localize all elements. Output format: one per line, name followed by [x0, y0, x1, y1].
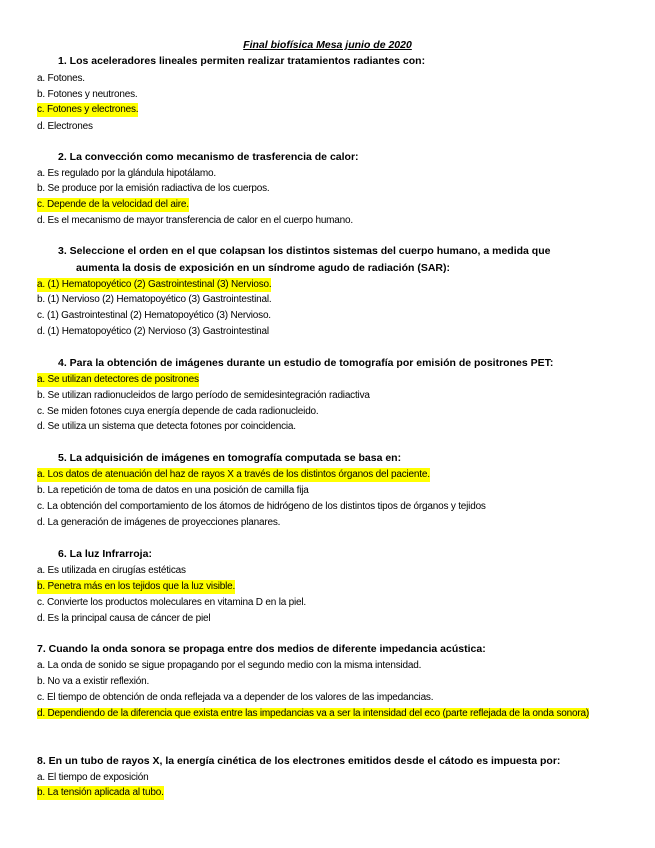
q8-option-a: a. El tiempo de exposición — [37, 772, 149, 783]
q6-option-a: a. Es utilizada en cirugías estéticas — [37, 565, 186, 576]
q5-option-b: b. La repetición de toma de datos en una posición de camilla fija — [37, 485, 309, 496]
q3-option-a-correct: a. (1) Hematopoyético (2) Gastrointestinal (3) Nervioso. — [37, 279, 272, 290]
q6-option-d: d. Es la principal causa de cáncer de piel — [37, 613, 211, 624]
question-2-text: 2. La convección como mecanismo de trasferencia de calor: — [58, 151, 359, 163]
q8-option-b-correct: b. La tensión aplicada al tubo. — [37, 787, 164, 798]
q3-option-c: c. (1) Gastrointestinal (2) Hematopoyético (3) Nervioso. — [37, 310, 271, 321]
q2-option-a: a. Es regulado por la glándula hipotálamo. — [37, 168, 216, 179]
q2-option-c-correct: c. Depende de la velocidad del aire. — [37, 199, 189, 210]
question-3-text-line1: 3. Seleccione el orden en el que colapsan los distintos sistemas del cuerpo humano, a medida que — [58, 245, 551, 257]
question-3-text-line2: aumenta la dosis de exposición en un síndrome agudo de radiación (SAR): — [76, 262, 450, 274]
q5-option-d: d. La generación de imágenes de proyecciones planares. — [37, 517, 281, 528]
question-5-text: 5. La adquisición de imágenes en tomografía computada se basa en: — [58, 452, 402, 464]
q7-option-a: a. La onda de sonido se sigue propagando por el segundo medio con la misma intensidad. — [37, 660, 422, 671]
q1-option-d: d. Electrones — [37, 121, 93, 132]
question-6-text: 6. La luz Infrarroja: — [58, 548, 152, 560]
q7-option-d-text: d. Dependiendo de la diferencia que exista entre las impedancias va a ser la intensidad del eco (parte reflejada de la onda sonora) — [37, 708, 589, 719]
q6-option-b-correct: b. Penetra más en los tejidos que la luz visible. — [37, 581, 236, 592]
q3-option-d: d. (1) Hematopoyético (2) Nervioso (3) Gastrointestinal — [37, 326, 269, 337]
q7-option-d-correct — [37, 706, 622, 722]
q3-option-b: b. (1) Nervioso (2) Hematopoyético (3) Gastrointestinal. — [37, 294, 272, 305]
q1-option-b: b. Fotones y neutrones. — [37, 89, 138, 100]
document-title: Final biofísica Mesa junio de 2020 — [243, 39, 412, 51]
q1-option-c-correct: c. Fotones y electrones. — [37, 104, 139, 115]
q7-option-b: b. No va a existir reflexión. — [37, 676, 150, 687]
q1-option-a: a. Fotones. — [37, 73, 85, 84]
q2-option-b: b. Se produce por la emisión radiactiva de los cuerpos. — [37, 183, 270, 194]
q2-option-d: d. Es el mecanismo de mayor transferencia de calor en el cuerpo humano. — [37, 215, 353, 226]
question-4-text: 4. Para la obtención de imágenes durante un estudio de tomografía por emisión de positrones PET: — [58, 357, 554, 369]
question-7-text: 7. Cuando la onda sonora se propaga entre dos medios de diferente impedancia acústica: — [37, 643, 486, 655]
q4-option-d: d. Se utiliza un sistema que detecta fotones por coincidencia. — [37, 421, 296, 432]
q6-option-c: c. Convierte los productos moleculares en vitamina D en la piel. — [37, 597, 307, 608]
question-1-text: 1. Los aceleradores lineales permiten realizar tratamientos radiantes con: — [58, 55, 426, 67]
q7-option-c: c. El tiempo de obtención de onda reflejada va a depender de los valores de las impedancias. — [37, 692, 434, 703]
q4-option-c: c. Se miden fotones cuya energía depende de cada radionucleido. — [37, 406, 319, 417]
q5-option-c: c. La obtención del comportamiento de los átomos de hidrógeno de los distintos tipos de órganos y tejidos — [37, 501, 486, 512]
q5-option-a-correct: a. Los datos de atenuación del haz de rayos X a través de los distintos órganos del paciente. — [37, 469, 430, 480]
q4-option-b: b. Se utilizan radionucleidos de largo período de semidesintegración radiactiva — [37, 390, 370, 401]
q4-option-a-correct: a. Se utilizan detectores de positrones — [37, 374, 199, 385]
question-8-text: 8. En un tubo de rayos X, la energía cinética de los electrones emitidos desde el cátodo es impuesta por: — [37, 755, 561, 767]
